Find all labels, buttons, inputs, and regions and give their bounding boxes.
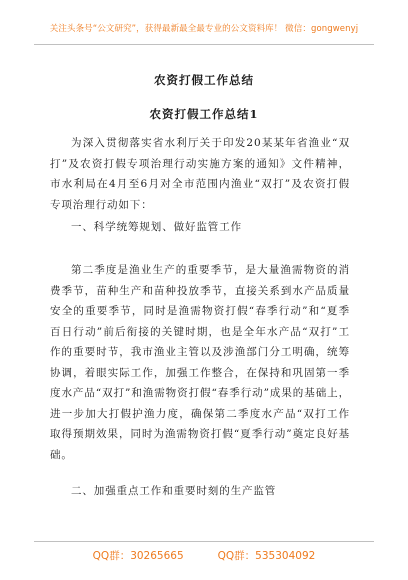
footer-divider	[34, 541, 374, 542]
qq-group-1: QQ群：30265665	[92, 550, 184, 562]
header-divider	[34, 44, 374, 45]
document-subtitle: 农资打假工作总结1	[149, 107, 259, 121]
promo-banner: 关注头条号“公文研究”，获得最新最全最专业的公文资料库！ 微信：gongwenyj	[49, 24, 359, 34]
section-heading-1: 一、科学统筹规划、做好监管工作	[71, 221, 242, 233]
section-heading-2: 二、加强重点工作和重要时刻的生产监管	[71, 485, 277, 497]
intro-paragraph: 为深入贯彻落实省水利厅关于印发20某某年省渔业“双打”及农资打假专项治理行动实施方案的通知》文件精神，市水利局在4月至6月对全市范围内渔业“双打”及农资打假专项治理行动如下：	[50, 137, 350, 211]
document-page	[34, 14, 374, 566]
body-paragraph: 第二季度是渔业生产的重要季节，是大量渔需物资的消费季节，苗种生产和苗种投放季节，直接关系到水产品质量安全的重要季节，同时是渔需物资打假“春季行动”和“夏季百日行动”前后衔接的关键时期，也是全年水产品“双打”工作的重要时节，我市渔业主管以及涉渔部门分工明确，统筹协调，着眼实际工作，加强工作整合，在保持和巩固第一季度水产品“双打”和渔需物资打假“春季行动”成果的基础上，进一步加大打假护渔力度，确保第二季度水产品“双打工作取得预期效果，同时为渔需物资打假“夏季行动”奠定良好基础。	[50, 264, 350, 461]
qq-group-2: QQ群：535304092	[217, 550, 316, 562]
document-title: 农资打假工作总结	[154, 73, 254, 87]
footer-contact	[34, 548, 374, 563]
